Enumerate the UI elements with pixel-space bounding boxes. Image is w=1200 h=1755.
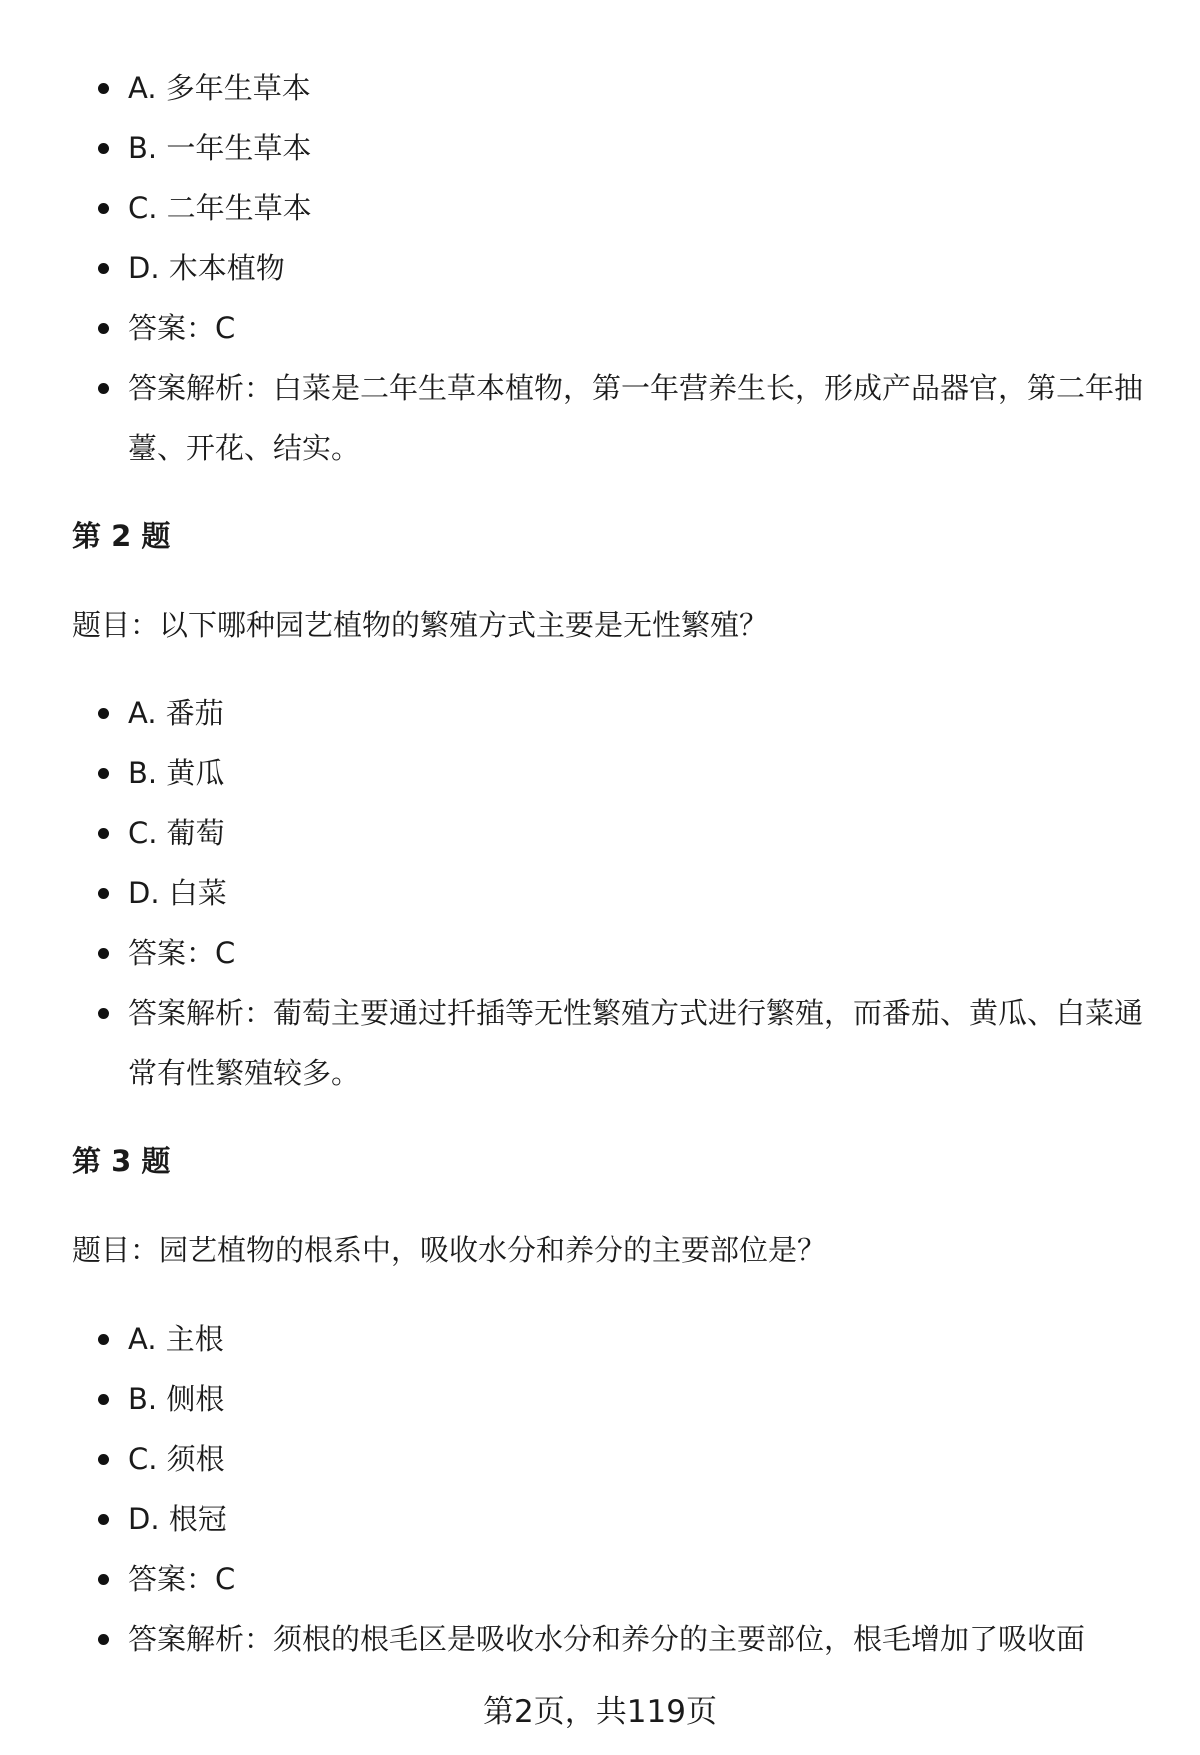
question-heading: 第 2 题 [72,519,171,553]
bullet-icon [98,828,109,839]
q2-option-list [96,683,1156,1103]
list-item [96,1369,1156,1429]
option-b: B. 黄瓜 [128,756,225,790]
option-b: B. 侧根 [128,1382,225,1416]
bullet-icon [98,948,109,959]
bullet-icon [98,383,109,394]
list-item [96,863,1156,923]
list-item [96,58,1156,118]
option-a: A. 多年生草本 [128,71,311,105]
list-item [96,1549,1156,1609]
bullet-icon [98,708,109,719]
list-item [96,743,1156,803]
bullet-icon [98,1454,109,1465]
option-a: A. 主根 [128,1322,224,1356]
list-item [96,1309,1156,1369]
answer: 答案：C [128,936,236,970]
list-item [96,923,1156,983]
bullet-icon [98,1008,109,1019]
list-item [96,803,1156,863]
bullet-icon [98,888,109,899]
answer-analysis: 答案解析：葡萄主要通过扦插等无性繁殖方式进行繁殖，而番茄、黄瓜、白菜通常有性繁殖较多。 [128,996,1144,1090]
q1-option-list [96,58,1156,478]
bullet-icon [98,1394,109,1405]
list-item [96,1609,1156,1669]
question-stem: 题目：以下哪种园艺植物的繁殖方式主要是无性繁殖？ [72,608,769,642]
answer: 答案：C [128,311,236,345]
list-item [96,118,1156,178]
option-b: B. 一年生草本 [128,131,312,165]
list-item [96,983,1156,1103]
option-a: A. 番茄 [128,696,224,730]
list-item [96,683,1156,743]
list-item [96,238,1156,298]
bullet-icon [98,143,109,154]
option-c: C. 葡萄 [128,816,225,850]
list-item [96,178,1156,238]
list-item [96,1489,1156,1549]
option-d: D. 白菜 [128,876,227,910]
option-d: D. 木本植物 [128,251,285,285]
list-item [96,358,1156,478]
bullet-icon [98,323,109,334]
answer-analysis: 答案解析：须根的根毛区是吸收水分和养分的主要部位，根毛增加了吸收面 [128,1622,1086,1656]
option-c: C. 二年生草本 [128,191,312,225]
page-number: 第2页，共119页 [483,1694,717,1730]
list-item [96,298,1156,358]
option-d: D. 根冠 [128,1502,227,1536]
bullet-icon [98,1514,109,1525]
bullet-icon [98,768,109,779]
bullet-icon [98,1334,109,1345]
answer-analysis: 答案解析：白菜是二年生草本植物，第一年营养生长，形成产品器官，第二年抽薹、开花、结实。 [128,371,1144,465]
question-heading: 第 3 题 [72,1144,171,1178]
bullet-icon [98,83,109,94]
q3-option-list [96,1309,1156,1669]
list-item [96,1429,1156,1489]
bullet-icon [98,263,109,274]
bullet-icon [98,203,109,214]
bullet-icon [98,1574,109,1585]
option-c: C. 须根 [128,1442,225,1476]
answer: 答案：C [128,1562,236,1596]
question-stem: 题目：园艺植物的根系中，吸收水分和养分的主要部位是？ [72,1233,827,1267]
bullet-icon [98,1634,109,1645]
